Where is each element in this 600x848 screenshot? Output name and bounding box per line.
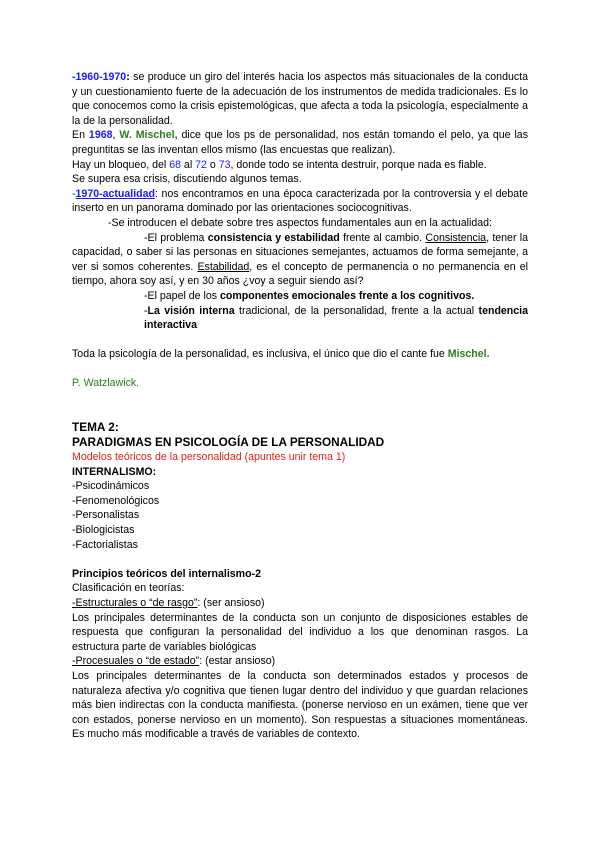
paragraph-text: , donde todo se intenta destruir, porque nada es fiable. — [230, 158, 487, 171]
year-72: 72 — [195, 158, 207, 171]
tema-subtitle: Modelos teóricos de la personalidad (apuntes unir tema 1) — [72, 451, 346, 464]
underlined-procesuales: -Procesuales o “de estado” — [72, 655, 200, 668]
paragraph-watzlawick: P. Watzlawick. — [72, 377, 140, 390]
paragraph-text: tradicional, de la personalidad, frente a la actual — [234, 304, 479, 317]
year-73: 73 — [218, 158, 231, 171]
list-item: -Fenomenológicos — [72, 494, 160, 507]
procesuales-text: Los principales determinantes de la conducta son determinados estados y procesos de naturaleza afectiva y/o cognitiva que tienen lugar dentro del individuo y que guardan relaciones más bien indirectas con la conducta manifiesta. (ponerse nervioso en un exámen, tiene que ver con estados, ponerse nervioso en un momento). Son respuestas a situaciones momentáneas. Es mucho más modificable a través de variables de contexto. — [72, 669, 528, 741]
spacer — [72, 333, 528, 348]
procesuales-line — [72, 654, 528, 669]
year-1968: 1968 — [88, 129, 113, 142]
text: o — [206, 158, 219, 171]
text: al — [180, 158, 196, 171]
paragraph-text: dice que los ps de personalidad, nos están tomando el pelo, ya que las preguntitas se las inventan ellos mismo (las encuestas que realizan). — [72, 129, 528, 156]
spacer — [72, 552, 528, 567]
text: : (estar ansioso) — [199, 655, 276, 668]
text: , — [112, 129, 120, 142]
estructurales-line — [72, 596, 528, 611]
spacer — [72, 391, 528, 420]
list-item: -Personalistas — [72, 509, 140, 522]
text: -El papel de los — [144, 289, 220, 302]
underlined-consistencia: Consistencia — [425, 231, 487, 244]
dash: - — [72, 187, 76, 200]
paragraph-text: Toda la psicología de la personalidad, es inclusiva, el único que dio el cante fue — [72, 348, 448, 361]
bold-term: tendencia interactiva — [144, 304, 528, 332]
paragraph-1960-1970 — [72, 70, 528, 128]
list-item: -Biologicistas — [72, 524, 135, 537]
paragraph-inclusiva — [72, 347, 528, 362]
year-68: 68 — [169, 158, 181, 171]
spacer — [72, 362, 528, 377]
colon: : — [126, 71, 130, 83]
principios-heading: Principios teóricos del internalismo-2 — [72, 567, 261, 580]
estructurales-text: Los principales determinantes de la conducta son un conjunto de disposiciones estables de respuesta que configuran la personalidad del individuo a los que denominan rasgos. La estructura parte de variables biológicas — [72, 611, 528, 653]
text: -El problema — [144, 231, 208, 244]
dash: - — [144, 304, 148, 317]
text: En — [72, 129, 89, 142]
paragraph-text: , es el concepto de permanencia o no permanencia en el tiempo, ahora soy así, y en 30 años ¿voy a seguir siendo así? — [72, 260, 528, 288]
bold-term: componentes emocionales frente a los cognitivos. — [219, 289, 475, 302]
paragraph-vision-interna — [72, 304, 528, 333]
tema-heading: PARADIGMAS EN PSICOLOGÍA DE LA PERSONALIDAD — [72, 435, 385, 450]
period-1960-1970: -1960-1970 — [72, 71, 127, 83]
name-mischel: Mischel. — [447, 348, 490, 361]
paragraph-1970-actualidad — [72, 187, 528, 216]
bold-term: La visión interna — [147, 304, 235, 317]
paragraph-text: , tener la capacidad, o saber si las personas en situaciones semejantes, actuamos de forma semejante, a ver si somos coherentes. — [72, 231, 529, 273]
text: frente al cambio. — [339, 231, 426, 244]
paragraph-consistencia — [72, 231, 528, 289]
paragraph-text: se produce un giro del interés hacia los aspectos más situacionales de la conducta y un cuestionamiento fuerte de la adecuación de los instrumentos de medida tradicionales. Es lo que conocemos como la crisis epistemológicas, que afecta a toda la psicología, especialmente a la de la personalidad. — [72, 71, 528, 127]
text: Hay un bloqueo, del — [72, 158, 170, 171]
paragraph-bloqueo — [72, 158, 528, 173]
tema-title: TEMA 2: — [72, 420, 119, 435]
underlined-estabilidad: Estabilidad — [197, 260, 250, 273]
text: : (ser ansioso) — [197, 597, 265, 609]
list-item: -Factorialistas — [72, 538, 138, 551]
underlined-estructurales: -Estructurales o “de rasgo” — [72, 597, 198, 609]
bold-term: consistencia y estabilidad — [207, 231, 340, 244]
paragraph-text: : nos encontramos en una época caracterizada por la controversia y el debate inserto en un panorama dominado por las orientaciones sociocognitivas. — [72, 187, 528, 215]
paragraph-1968 — [72, 128, 528, 157]
clasificacion-line: Clasificación en teorías: — [72, 582, 185, 595]
period-1970-actualidad: 1970-actualidad — [75, 187, 156, 200]
paragraph-debate: -Se introducen el debate sobre tres aspectos fundamentales aun en la actualidad: — [108, 216, 492, 229]
internalismo-heading: INTERNALISMO: — [72, 465, 157, 478]
list-item: -Psicodinámicos — [72, 480, 150, 493]
author-mischel: W. Mischel, — [119, 129, 178, 142]
paragraph-crisis: Se supera esa crisis, discutiendo algunos temas. — [72, 173, 302, 186]
paragraph-emocionales — [72, 289, 528, 304]
